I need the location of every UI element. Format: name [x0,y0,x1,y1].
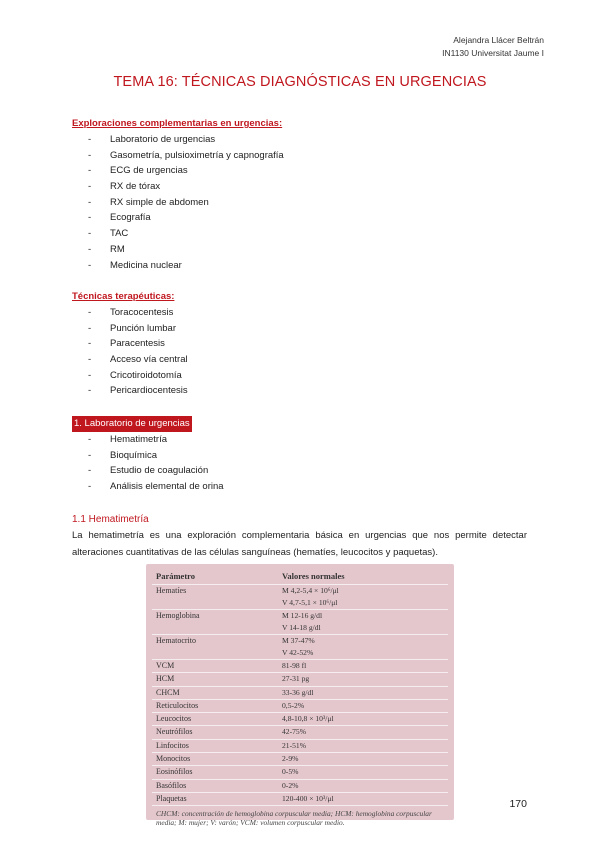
header-valores: Valores normales [278,569,448,585]
table-header-row [152,569,448,585]
tecnicas-list-item-label: Cricotiroidotomía [110,369,182,381]
table-footnote: CHCM: concentración de hemoglobina corpuscular media; HCM: hemoglobina corpuscular media; M: mujer; V: varón; VCM: volumen corpuscular medio. [156,809,432,827]
exploraciones-list-item [88,132,284,148]
parameter-cell: Monocitos [152,753,278,766]
exploraciones-list-item-label: Gasometría, pulsioximetría y capnografía [110,149,284,161]
hematimetria-heading: 1.1 Hematimetría [72,514,149,525]
hematimetria-table-image [146,564,454,827]
table-row [152,699,448,712]
exploraciones-list-item-label: Medicina nuclear [110,259,182,271]
laboratorio-list-item [88,463,224,479]
laboratorio-list-item [88,448,224,464]
value-line: 4,8-10,8 × 10³/μl [282,714,334,724]
value-line: V 42-52% [282,648,314,657]
laboratorio-list-item-label: Hematimetría [110,434,168,445]
bullet-dash: - [88,481,92,493]
value-line: M 37-47% [282,636,315,645]
value-line: 33-36 g/dl [282,687,314,697]
author-name: Alejandra Llácer Beltrán [453,35,544,45]
laboratorio-list-item-label: Estudio de coagulación [110,465,209,477]
institution: IN1130 Universitat Jaume I [442,48,544,58]
exploraciones-list-item-label: TAC [110,228,129,240]
value-cell [278,753,448,766]
hematimetria-paragraph: La hematimetría es una exploración complementaria básica en urgencias que nos permite detectar alteraciones cuantitativas de las células sanguíneas (hematíes, leucocitos y paquetas). [72,530,527,558]
exploraciones-list-item [88,226,284,242]
tecnicas-list-item-label: Pericardiocentesis [110,385,188,397]
laboratorio-list-item [88,432,224,448]
value-cell [278,585,448,610]
laboratorio-list-item-label: Bioquímica [110,449,157,461]
exploraciones-list-item-label: Ecografía [110,212,151,224]
tecnicas-list-item-label: Acceso vía central [110,354,188,366]
table-row [152,753,448,766]
value-line: 42-75% [282,727,307,737]
value-line: M 4,2-5,4 × 10⁶/μl [282,586,339,595]
page-number: 170 [509,798,527,810]
table-row [152,610,448,635]
exploraciones-list-item-label: RX de tórax [110,181,161,193]
table-row [152,673,448,686]
tecnicas-list-item [88,368,188,384]
tecnicas-list-item [88,305,188,321]
parameter-cell: HCM [152,673,278,686]
value-line: 27-31 pg [282,674,310,684]
value-cell [278,699,448,712]
bullet-dash: - [88,369,92,381]
exploraciones-list-item [88,242,284,258]
tecnicas-list-item [88,383,188,399]
laboratorio-list-item-label: Análisis elemental de orina [110,481,224,493]
exploraciones-label: Exploraciones complementarias en urgencias: [72,118,283,129]
parameter-cell: Hematocrito [152,635,278,660]
value-line: 2-9% [282,754,299,764]
laboratorio-list [88,432,224,495]
exploraciones-list-item [88,210,284,226]
bullet-dash: - [88,385,92,397]
header-parametro: Parámetro [152,569,278,585]
parameter-cell: Reticulocitos [152,699,278,712]
bullet-dash: - [88,259,92,271]
parameter-cell: Plaquetas [152,792,278,805]
bullet-dash: - [88,322,92,334]
laboratorio-list-item [88,479,224,495]
value-cell [278,686,448,699]
tecnicas-list-item-label: Toracocentesis [110,307,174,318]
value-line: 21-51% [282,740,307,750]
table-row [152,726,448,739]
page-title: TEMA 16: TÉCNICAS DIAGNÓSTICAS EN URGENCIAS [113,74,487,90]
bullet-dash: - [88,307,92,318]
bullet-dash: - [88,134,92,145]
tecnicas-list [88,305,188,399]
value-cell [278,635,448,660]
value-line: 81-98 fl [282,661,307,670]
parameter-cell: Neutrófilos [152,726,278,739]
laboratorio-heading: 1. Laboratorio de urgencias [72,416,192,432]
bullet-dash: - [88,228,92,240]
exploraciones-list-item [88,179,284,195]
value-line: 0,5-2% [282,700,305,710]
value-cell [278,660,448,673]
exploraciones-list-item-label: ECG de urgencias [110,165,188,177]
value-cell [278,766,448,779]
parameter-cell: Hemoglobina [152,610,278,635]
bullet-dash: - [88,338,92,350]
header-author [442,34,544,60]
bullet-dash: - [88,165,92,177]
table-row [152,766,448,779]
exploraciones-list-item-label: RX simple de abdomen [110,196,209,208]
table-row [152,779,448,792]
bullet-dash: - [88,465,92,477]
exploraciones-list-item [88,148,284,164]
parameter-cell: CHCM [152,686,278,699]
tecnicas-label: Técnicas terapéuticas: [72,291,175,302]
value-cell [278,610,448,635]
bullet-dash: - [88,354,92,366]
parameter-cell: Hematíes [152,585,278,610]
table-row [152,792,448,805]
exploraciones-list [88,132,284,273]
tecnicas-list-item-label: Punción lumbar [110,322,177,334]
bullet-dash: - [88,196,92,208]
bullet-dash: - [88,149,92,161]
exploraciones-list-item [88,195,284,211]
value-line: V 4,7-5,1 × 10⁶/μl [282,598,338,607]
value-line: 120-400 × 10³/μl [282,793,334,803]
reference-values-table [152,569,448,806]
table-row [152,686,448,699]
parameter-cell: Basófilos [152,779,278,792]
value-cell [278,713,448,726]
value-line: 0-2% [282,780,299,790]
table-row [152,739,448,752]
table-row [152,713,448,726]
parameter-cell: Eosinófilos [152,766,278,779]
bullet-dash: - [88,181,92,193]
table-row [152,660,448,673]
tecnicas-list-item [88,352,188,368]
table-row [152,635,448,660]
tecnicas-list-item [88,336,188,352]
bullet-dash: - [88,243,92,255]
tecnicas-list-item [88,321,188,337]
parameter-cell: Leucocitos [152,713,278,726]
bullet-dash: - [88,434,92,445]
value-line: 0-5% [282,767,299,777]
bullet-dash: - [88,449,92,461]
exploraciones-list-item-label: Laboratorio de urgencias [110,134,216,145]
parameter-cell: VCM [152,660,278,673]
value-line: M 12-16 g/dl [282,611,323,620]
exploraciones-list-item-label: RM [110,243,125,255]
value-cell [278,673,448,686]
value-cell [278,726,448,739]
bullet-dash: - [88,212,92,224]
value-line: V 14-18 g/dl [282,623,321,632]
value-cell [278,792,448,805]
value-cell [278,739,448,752]
exploraciones-list-item [88,258,284,274]
parameter-cell: Linfocitos [152,739,278,752]
table-row [152,585,448,610]
exploraciones-list-item [88,163,284,179]
tecnicas-list-item-label: Paracentesis [110,338,165,350]
value-cell [278,779,448,792]
